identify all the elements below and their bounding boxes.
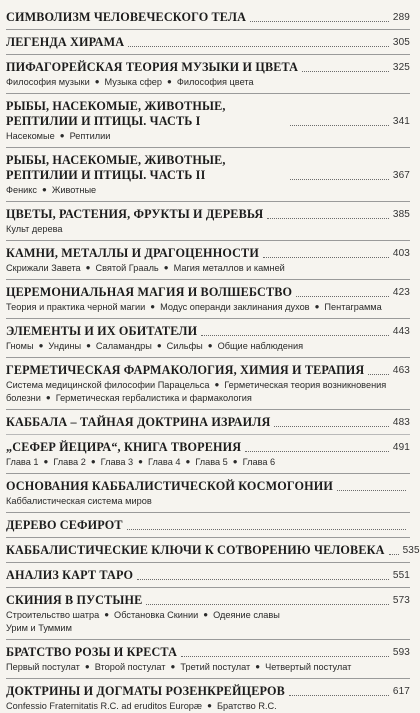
subtopic: Гномы [6, 341, 34, 351]
divider [6, 357, 410, 358]
subtopic: Пентаграмма [324, 302, 382, 312]
divider [6, 537, 410, 538]
divider [6, 409, 410, 410]
dot-leader [289, 695, 389, 696]
dot-leader [302, 71, 389, 72]
subtopic: Философия музыки [6, 77, 90, 87]
entry-title: ДЕРЕВО СЕФИРОТ [6, 518, 123, 532]
subtopic: Герметическая гербалистика и фармакология [55, 393, 252, 403]
subtopics [6, 301, 410, 314]
bullet-icon: ● [86, 341, 91, 350]
entry-title: АНАЛИЗ КАРТ ТАРО [6, 568, 134, 582]
bullet-icon: ● [138, 457, 143, 466]
subtopic: Магия металлов и камней [173, 263, 285, 273]
bullet-icon: ● [43, 457, 49, 466]
subtopic: Теория и практика черной магии [6, 302, 146, 312]
dot-leader [137, 579, 389, 580]
subtopics [6, 223, 410, 236]
bullet-icon: ● [84, 662, 90, 671]
entry-title: СИМВОЛИЗМ ЧЕЛОВЕЧЕСКОГО ТЕЛА [6, 10, 247, 24]
subtopic: Урим и Туммим [6, 623, 72, 633]
subtopic: Глава 1 [6, 457, 39, 467]
entry-title: ЛЕГЕНДА ХИРАМА [6, 35, 125, 49]
bullet-icon: ● [232, 457, 238, 466]
toc-entry [6, 35, 410, 50]
divider [6, 318, 410, 319]
subtopics [6, 379, 410, 405]
bullet-icon: ● [207, 701, 212, 710]
entry-title: КАББАЛИСТИЧЕСКИЕ КЛЮЧИ К СОТВОРЕНИЮ ЧЕЛОВЕКА [6, 543, 385, 557]
bullet-icon: ● [255, 662, 261, 671]
subtopic: Рептилии [69, 131, 111, 141]
entry-title: ГЕРМЕТИЧЕСКАЯ ФАРМАКОЛОГИЯ, ХИМИЯ И ТЕРАПИЯ [6, 363, 365, 377]
subtopic: Ундины [48, 341, 82, 351]
page-number: 573 [392, 595, 410, 606]
bullet-icon: ● [150, 302, 156, 311]
dot-leader [181, 656, 389, 657]
toc-entry [6, 10, 410, 25]
bullet-icon: ● [94, 77, 100, 86]
subtopic: Скрижали Завета [6, 263, 81, 273]
bullet-icon: ● [163, 263, 169, 272]
subtopic: Животные [51, 185, 97, 195]
page-number: 289 [392, 12, 410, 23]
subtopic: Глава 2 [53, 457, 86, 467]
subtopic: Философия цвета [176, 77, 254, 87]
subtopic: Confessio Fraternitatis R.C. ad eruditos Europæ [6, 701, 203, 711]
subtopic: Модус операнди заклинания духов [160, 302, 310, 312]
subtopic: Феникс [6, 185, 38, 195]
bullet-icon: ● [207, 341, 213, 350]
page-number: 551 [392, 570, 410, 581]
subtopic: Насекомые [6, 131, 55, 141]
dot-leader [274, 426, 388, 427]
divider [6, 54, 410, 55]
divider [6, 147, 410, 148]
toc-entry [6, 479, 410, 508]
bullet-icon: ● [203, 610, 209, 619]
entry-title: ОСНОВАНИЯ КАББАЛИСТИЧЕСКОЙ КОСМОГОНИИ [6, 479, 334, 493]
page-number: 341 [392, 116, 410, 127]
toc-entry [6, 246, 410, 275]
toc-entry [6, 415, 410, 430]
bullet-icon: ● [104, 610, 110, 619]
subtopic: Обстановка Скинии [114, 610, 199, 620]
toc-entry [6, 99, 410, 143]
subtopic: Музыка сфер [104, 77, 162, 87]
subtopics [6, 609, 410, 635]
subtopic: Братство R.C. [216, 701, 277, 711]
dot-leader [290, 179, 389, 180]
divider [6, 279, 410, 280]
subtopic: Одеяние славы [213, 610, 280, 620]
page-number: 443 [392, 326, 410, 337]
divider [6, 29, 410, 30]
subtopic: Святой Грааль [95, 263, 159, 273]
toc-entry [6, 518, 410, 533]
dot-leader [389, 554, 399, 555]
subtopic: Глава 3 [100, 457, 134, 467]
toc-entry [6, 285, 410, 314]
toc-entry [6, 684, 410, 713]
subtopics [6, 456, 410, 469]
toc-entry [6, 593, 410, 635]
entry-title: „СЕФЕР ЙЕЦИРА“, КНИГА ТВОРЕНИЯ [6, 440, 242, 454]
bullet-icon: ● [185, 457, 191, 466]
dot-leader [267, 218, 389, 219]
subtopic: Саламандры [95, 341, 152, 351]
entry-title: ЦВЕТЫ, РАСТЕНИЯ, ФРУКТЫ И ДЕРЕВЬЯ [6, 207, 264, 221]
dot-leader [263, 257, 389, 258]
dot-leader [250, 21, 389, 22]
subtopic: Глава 4 [147, 457, 181, 467]
bullet-icon: ● [314, 302, 320, 311]
subtopic: Строительство шатра [6, 610, 100, 620]
page-number: 325 [392, 62, 410, 73]
toc-entry [6, 568, 410, 583]
page-number: 367 [392, 170, 410, 181]
toc-entry [6, 645, 410, 674]
dot-leader [201, 335, 389, 336]
bullet-icon: ● [90, 457, 96, 466]
subtopic: Общие наблюдения [217, 341, 304, 351]
page-number: 593 [392, 647, 410, 658]
entry-title: КАББАЛА – ТАЙНАЯ ДОКТРИНА ИЗРАИЛЯ [6, 415, 271, 429]
divider [6, 473, 410, 474]
page-number: 305 [392, 37, 410, 48]
page-number: 483 [392, 417, 410, 428]
subtopics [6, 700, 410, 713]
entry-title: РЫБЫ, НАСЕКОМЫЕ, ЖИВОТНЫЕ, РЕПТИЛИИ И ПТИЦЫ. ЧАСТЬ I [6, 99, 226, 128]
entry-title: КАМНИ, МЕТАЛЛЫ И ДРАГОЦЕННОСТИ [6, 246, 259, 260]
divider [6, 240, 410, 241]
subtopic: Глава 5 [195, 457, 228, 467]
dot-leader [245, 451, 389, 452]
entry-title: СКИНИЯ В ПУСТЫНЕ [6, 593, 143, 607]
subtopic: Культ дерева [6, 224, 63, 234]
page-number: 535 [402, 545, 420, 556]
dot-leader [127, 529, 406, 530]
divider [6, 639, 410, 640]
entry-title: ЦЕРЕМОНИАЛЬНАЯ МАГИЯ И ВОЛШЕБСТВО [6, 285, 293, 299]
subtopic: Система медицинской философии Парацельса [6, 380, 210, 390]
bullet-icon: ● [166, 77, 172, 86]
subtopic: Первый постулат [6, 662, 80, 672]
entry-title: БРАТСТВО РОЗЫ И КРЕСТА [6, 645, 178, 659]
page-number: 403 [392, 248, 410, 259]
bullet-icon: ● [85, 263, 91, 272]
toc-entry [6, 440, 410, 469]
page-number: 385 [392, 209, 410, 220]
subtopic: Четвертый постулат [265, 662, 352, 672]
entry-title: ДОКТРИНЫ И ДОГМАТЫ РОЗЕНКРЕЙЦЕРОВ [6, 684, 285, 698]
toc-entry [6, 543, 420, 558]
subtopic: Герметическая теория возникновения болезни [6, 380, 387, 403]
dot-leader [290, 125, 389, 126]
bullet-icon: ● [38, 341, 44, 350]
toc-entry [6, 363, 410, 405]
dot-leader [296, 296, 389, 297]
dot-leader [128, 46, 389, 47]
divider [6, 562, 410, 563]
divider [6, 434, 410, 435]
bullet-icon: ● [42, 185, 47, 194]
subtopics [6, 184, 410, 197]
dot-leader [146, 604, 388, 605]
subtopics [6, 262, 410, 275]
bullet-icon: ● [170, 662, 176, 671]
divider [6, 678, 410, 679]
dot-leader [337, 490, 406, 491]
subtopic: Третий постулат [180, 662, 251, 672]
divider [6, 587, 410, 588]
subtopic: Сильфы [166, 341, 203, 351]
subtopics [6, 130, 410, 143]
subtopics [6, 76, 410, 89]
subtopic: Глава 6 [242, 457, 276, 467]
subtopics [6, 661, 410, 674]
subtopics [6, 340, 410, 353]
subtopic: Каббалистическая система миров [6, 496, 152, 506]
subtopics [6, 495, 410, 508]
entry-title: ЭЛЕМЕНТЫ И ИХ ОБИТАТЕЛИ [6, 324, 198, 338]
subtopic: Второй постулат [94, 662, 166, 672]
entry-title: ПИФАГОРЕЙСКАЯ ТЕОРИЯ МУЗЫКИ И ЦВЕТА [6, 60, 299, 74]
toc-entry [6, 153, 410, 197]
dot-leader [368, 374, 389, 375]
page-number: 617 [392, 686, 410, 697]
page-number: 463 [392, 365, 410, 376]
toc-entry [6, 324, 410, 353]
bullet-icon: ● [156, 341, 162, 350]
bullet-icon: ● [59, 131, 65, 140]
toc-entry [6, 60, 410, 89]
page-number: 423 [392, 287, 410, 298]
bullet-icon: ● [45, 393, 51, 402]
divider [6, 93, 410, 94]
page-number: 491 [392, 442, 410, 453]
divider [6, 201, 410, 202]
divider [6, 512, 410, 513]
toc-entry [6, 207, 410, 236]
bullet-icon: ● [214, 380, 220, 389]
entry-title: РЫБЫ, НАСЕКОМЫЕ, ЖИВОТНЫЕ, РЕПТИЛИИ И ПТИЦЫ. ЧАСТЬ II [6, 153, 226, 182]
